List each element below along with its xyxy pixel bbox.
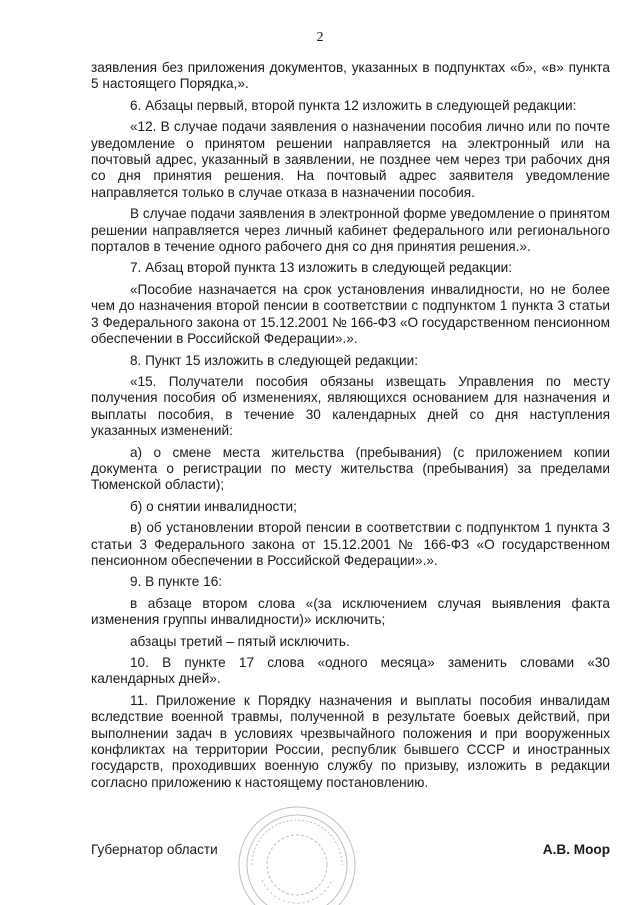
signatory-name: А.В. Моор xyxy=(542,842,610,857)
paragraph: 10. В пункте 17 слова «одного месяца» заменить словами «30 календарных дней». xyxy=(91,655,610,687)
paragraph: 8. Пункт 15 изложить в следующей редакции: xyxy=(130,352,419,368)
page-number: 2 xyxy=(316,30,324,45)
paragraph: «Пособие назначается на срок установления инвалидности, но не более чем до назначения второй пенсии в соответствии с подпунктом 1 пункта 3 статьи 3 Федерального закона от 15.12.2001 № 166-ФЗ «О государственном пенсионном обеспечении в Российской Федерации».». xyxy=(91,281,610,347)
document-body xyxy=(91,60,610,796)
paragraph: 9. В пункте 16: xyxy=(130,574,223,590)
paragraph: а) о смене места жительства (пребывания) (с приложением копии документа о регистрации по месту жительства (пребывания) за пределами Тюменской области); xyxy=(91,444,610,493)
paragraph: абзацы третий – пятый исключить. xyxy=(130,633,350,649)
paragraph: «12. В случае подачи заявления о назначении пособия лично или по почте уведомление о принятом решении направляется на электронный или на почтовый адрес, указанный в заявлении, не позднее чем через три рабочих дня со дня принятия решения. На почтовый адрес заявителя уведомление направляется только в случае отказа в назначении пособия. xyxy=(91,119,610,200)
official-seal xyxy=(232,800,362,905)
paragraph: в) об установлении второй пенсии в соответствии с подпунктом 1 пункта 3 статьи 3 Федерального закона от 15.12.2001 № 166-ФЗ «О государственном пенсионном обеспечении в Российской Федерации».». xyxy=(91,520,610,568)
paragraph: 7. Абзац второй пункта 13 изложить в следующей редакции: xyxy=(130,260,512,276)
signatory-position: Губернатор области xyxy=(91,842,218,857)
paragraph: В случае подачи заявления в электронной форме уведомление о принятом решении направляется через личный кабинет федерального или регионального порталов в течение одного рабочего дня со дня принятия решения.». xyxy=(91,206,610,255)
paragraph: 6. Абзацы первый, второй пункта 12 изложить в следующей редакции: xyxy=(130,97,577,113)
paragraph: б) о снятии инвалидности; xyxy=(130,498,297,514)
paragraph: «15. Получатели пособия обязаны извещать Управления по месту получения пособия об изменениях, являющихся основанием для назначения и выплаты пособия, в течение 30 календарных дней со дня наступления указанных изменений: xyxy=(91,373,610,439)
paragraph: 11. Приложение к Порядку назначения и выплаты пособия инвалидам вследствие военной травмы, полученной в результате боевых действий, при выполнении задач в условиях чрезвычайного положения и при вооруженных конфликтах на территории России, республик бывшего СССР и иностранных государств, проходивших военную службу по призыву, изложить в редакции согласно приложению к настоящему постановлению. xyxy=(91,692,610,790)
paragraph: заявления без приложения документов, указанных в подпунктах «б», «в» пункта 5 настоящего Порядка,». xyxy=(91,60,610,92)
paragraph: в абзаце втором слова «(за исключением случая выявления факта изменения группы инвалидности)» исключить; xyxy=(91,595,610,628)
